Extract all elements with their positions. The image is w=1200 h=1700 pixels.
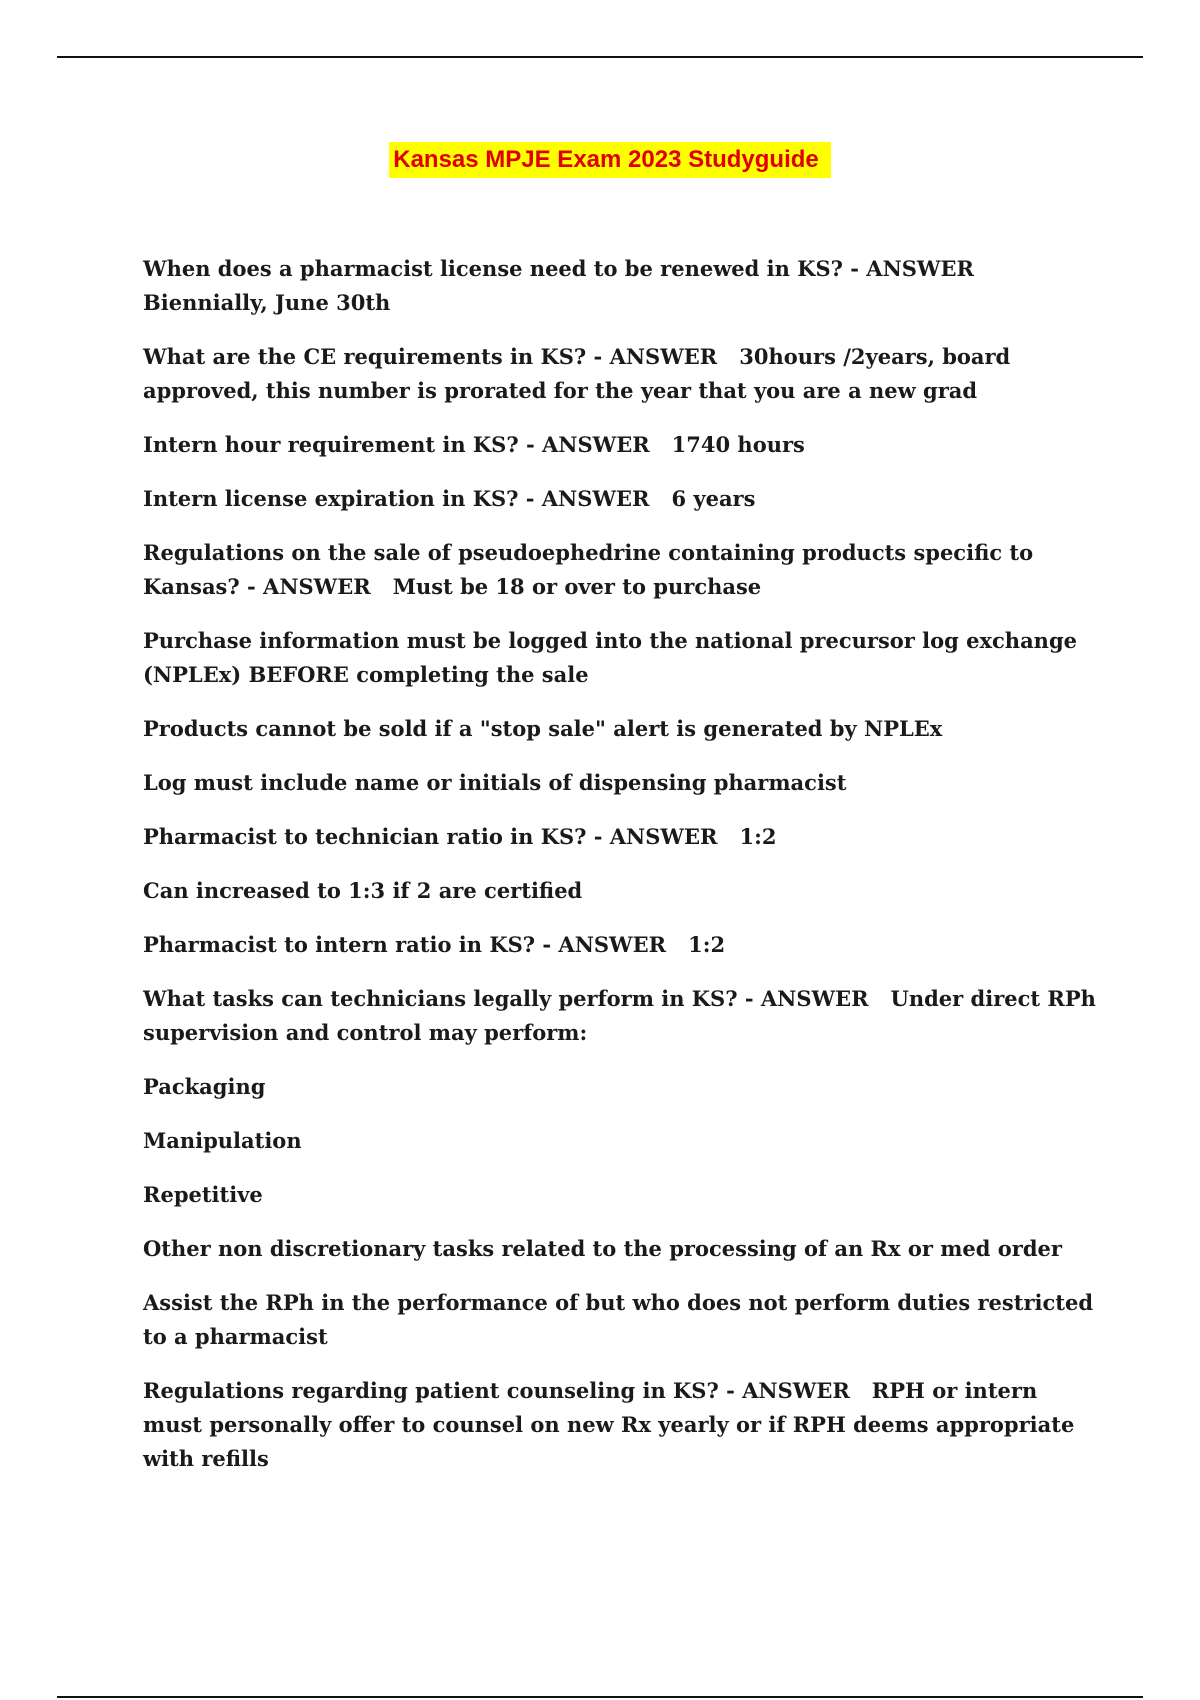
answer-text: 1:2 <box>688 932 726 957</box>
study-content <box>143 252 1103 1496</box>
study-paragraph <box>143 340 1103 408</box>
question-text: Log must include name or initials of dispensing pharmacist <box>143 770 847 795</box>
question-text: Regulations regarding patient counseling in KS? - ANSWER <box>143 1378 850 1403</box>
question-text: When does a pharmacist license need to be renewed in KS? - ANSWER <box>143 256 974 281</box>
study-paragraph <box>143 1286 1103 1354</box>
question-text: Intern license expiration in KS? - ANSWER <box>143 486 650 511</box>
top-rule <box>57 56 1143 58</box>
study-paragraph <box>143 252 1103 320</box>
study-paragraph <box>143 1232 1103 1266</box>
study-paragraph <box>143 624 1103 692</box>
question-text: Repetitive <box>143 1182 263 1207</box>
question-text: What tasks can technicians legally perform in KS? - ANSWER <box>143 986 869 1011</box>
question-text: Pharmacist to technician ratio in KS? - ANSWER <box>143 824 718 849</box>
question-text: Can increased to 1:3 if 2 are certified <box>143 878 583 903</box>
study-paragraph <box>143 820 1103 854</box>
study-paragraph <box>143 928 1103 962</box>
bottom-rule <box>57 1696 1143 1698</box>
study-paragraph <box>143 428 1103 462</box>
answer-text: 30hours /2years, board approved, this number is prorated for the year that you are a new grad <box>143 344 1011 403</box>
question-text: Regulations on the sale of pseudoephedrine containing products specific to Kansas? - ANSWER <box>143 540 1034 599</box>
question-text: Other non discretionary tasks related to the processing of an Rx or med order <box>143 1236 1062 1261</box>
question-text: Packaging <box>143 1074 266 1099</box>
study-paragraph <box>143 712 1103 746</box>
question-text: Manipulation <box>143 1128 302 1153</box>
answer-text: Must be 18 or over to purchase <box>392 574 762 599</box>
question-text: Purchase information must be logged into the national precursor log exchange (NPLEx) BEFORE completing the sale <box>143 628 1077 687</box>
study-paragraph <box>143 766 1103 800</box>
question-text: Products cannot be sold if a "stop sale" alert is generated by NPLEx <box>143 716 943 741</box>
answer-text: 1740 hours <box>671 432 805 457</box>
study-paragraph <box>143 1124 1103 1158</box>
document-title: Kansas MPJE Exam 2023 Studyguide <box>389 142 831 178</box>
answer-text: 1:2 <box>739 824 777 849</box>
question-text: What are the CE requirements in KS? - ANSWER <box>143 344 718 369</box>
title-container <box>0 142 1200 178</box>
answer-text: Under direct RPh supervision and control may perform: <box>143 986 1096 1045</box>
study-paragraph <box>143 874 1103 908</box>
answer-text: RPH or intern must personally offer to counsel on new Rx yearly or if RPH deems appropriate with refills <box>143 1378 1075 1471</box>
study-paragraph <box>143 482 1103 516</box>
answer-text: Biennially, June 30th <box>143 290 391 315</box>
answer-text: 6 years <box>671 486 756 511</box>
study-paragraph <box>143 982 1103 1050</box>
question-text: Assist the RPh in the performance of but who does not perform duties restricted to a pharmacist <box>143 1290 1094 1349</box>
study-paragraph <box>143 536 1103 604</box>
question-text: Intern hour requirement in KS? - ANSWER <box>143 432 650 457</box>
question-text: Pharmacist to intern ratio in KS? - ANSWER <box>143 932 667 957</box>
study-paragraph <box>143 1178 1103 1212</box>
study-paragraph <box>143 1374 1103 1476</box>
study-paragraph <box>143 1070 1103 1104</box>
